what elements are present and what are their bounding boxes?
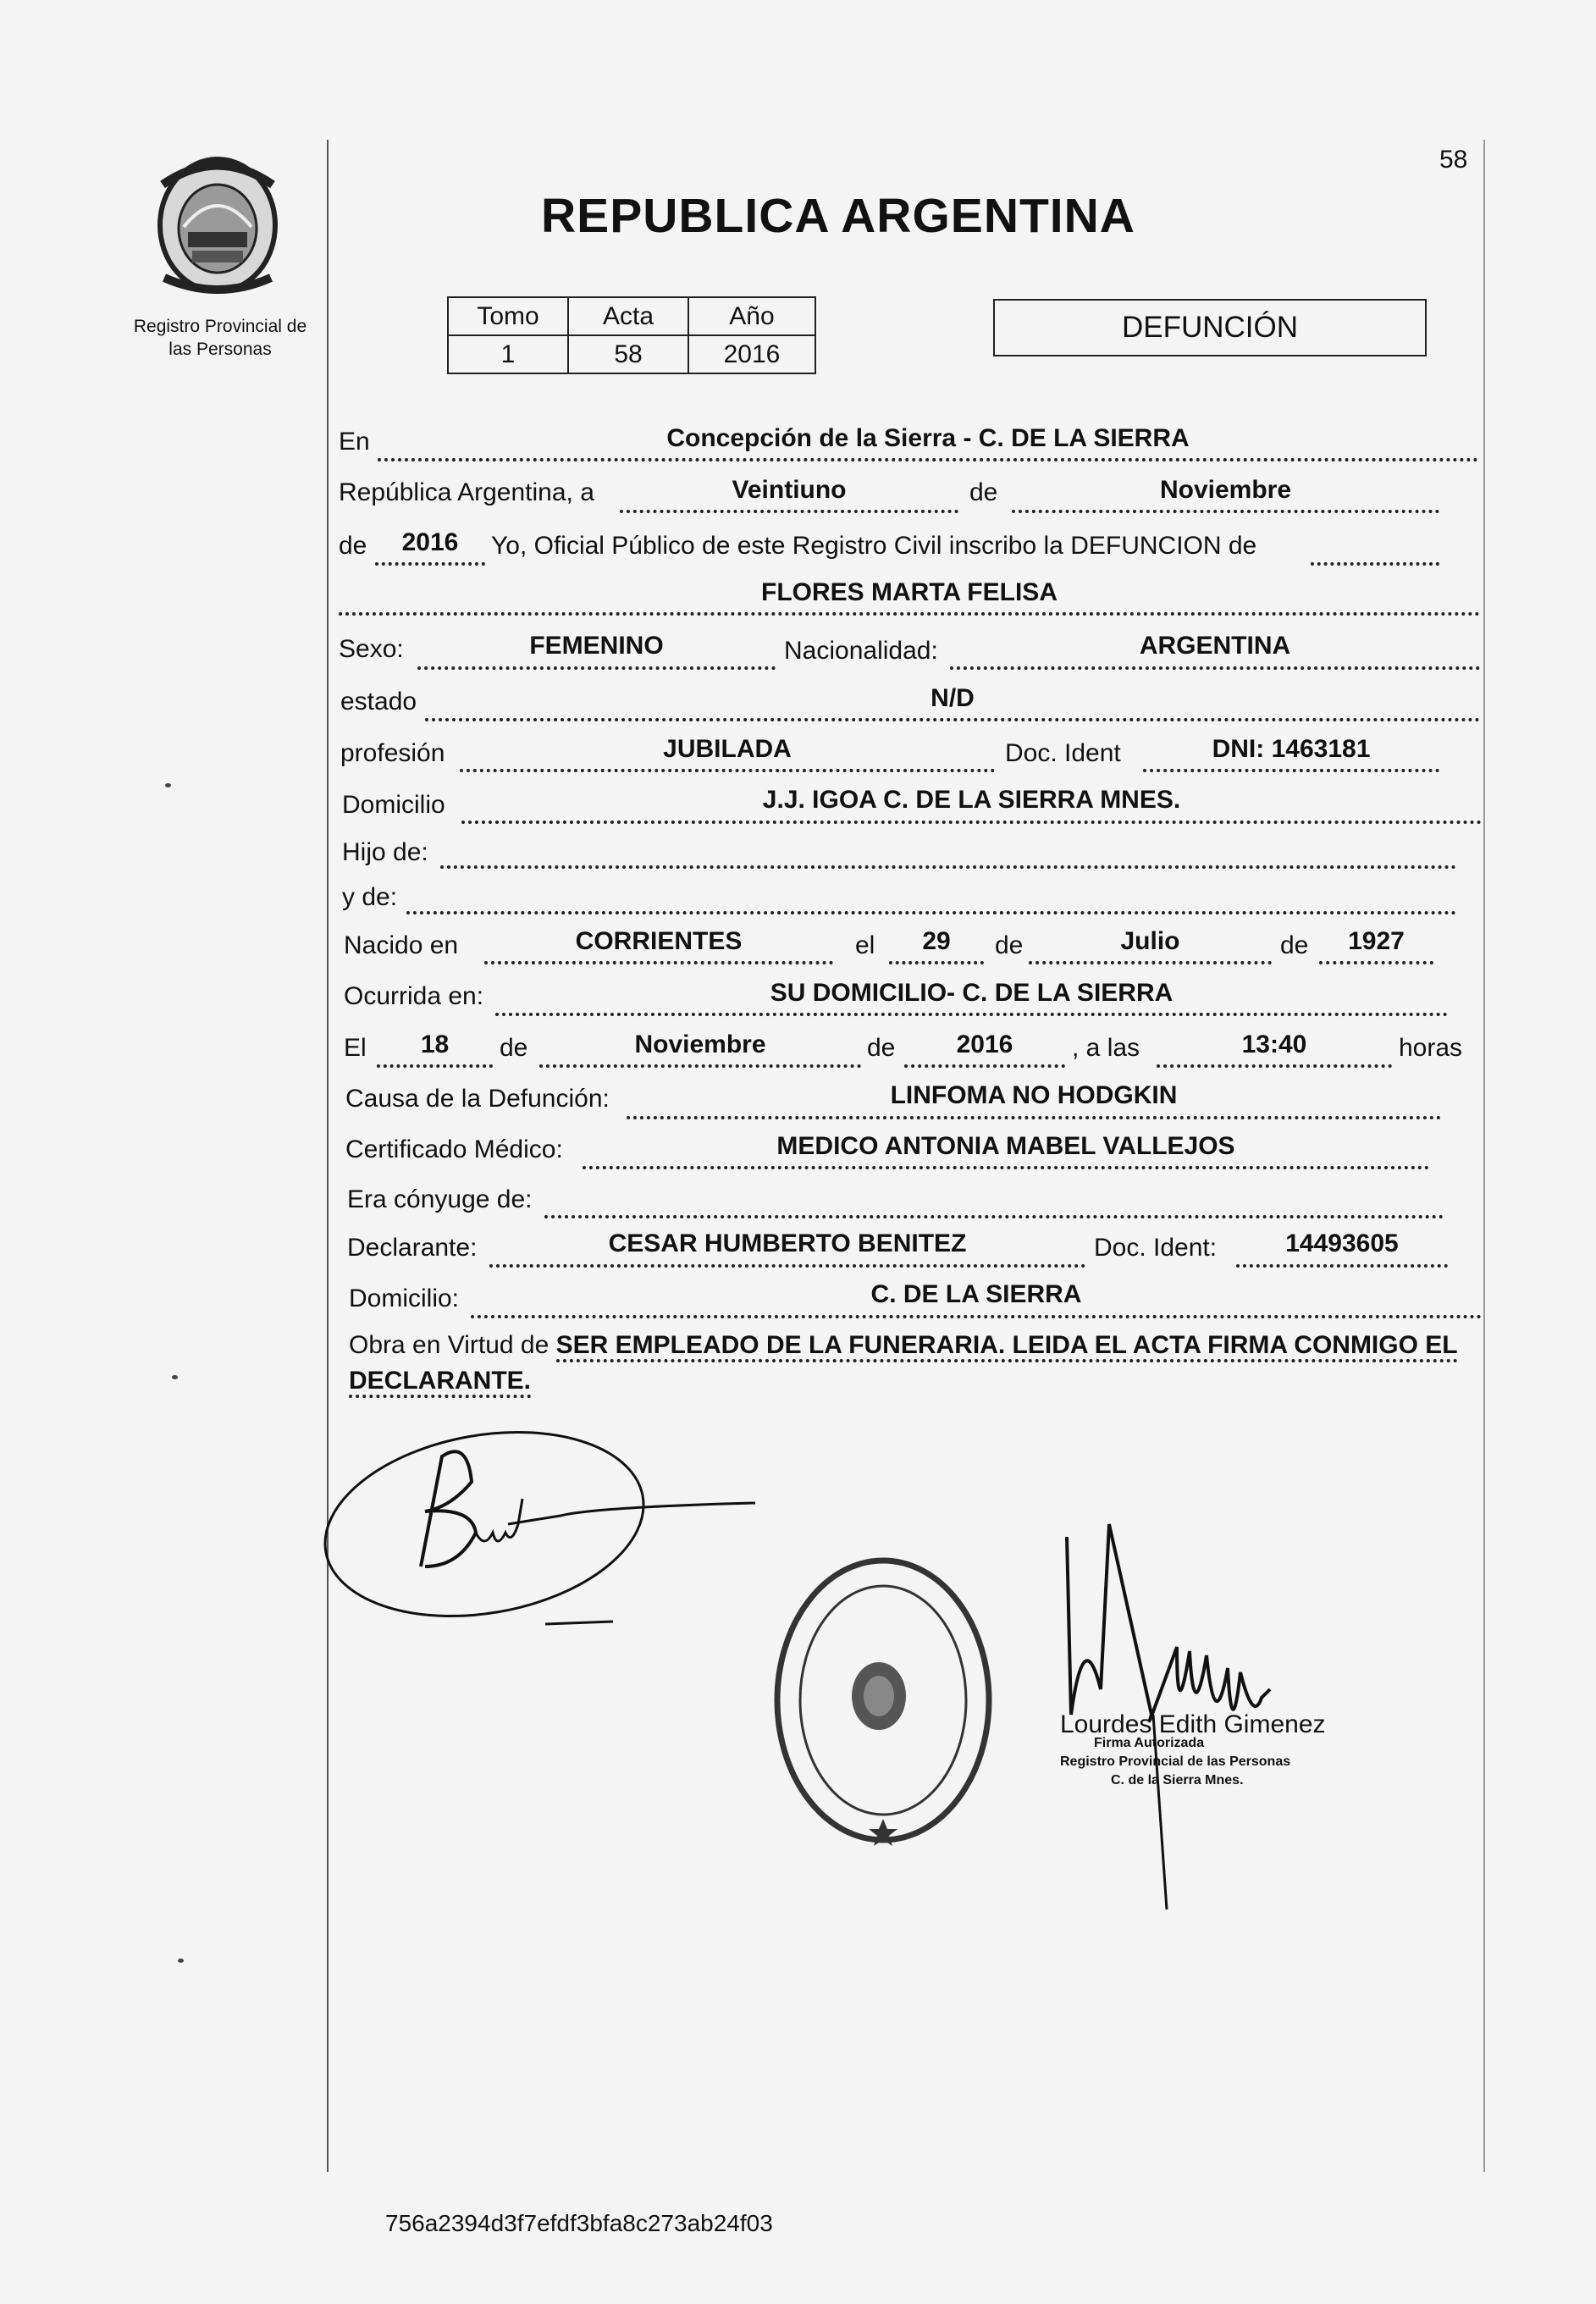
label-sexo: Sexo:	[339, 635, 404, 663]
value-def-anio: 2016	[956, 1030, 1013, 1058]
page-number: 58	[1439, 146, 1468, 174]
line-domicilio2	[471, 1315, 1482, 1318]
value-nac-dia: 29	[922, 927, 951, 955]
line-causa	[627, 1116, 1441, 1119]
registry-header-row	[448, 297, 815, 335]
document-title: REPUBLICA ARGENTINA	[541, 189, 1135, 243]
label-el-cap: El	[344, 1034, 367, 1062]
line-mes	[1012, 510, 1439, 513]
line-sexo	[417, 666, 776, 670]
value-domicilio: J.J. IGOA C. DE LA SIERRA MNES.	[762, 786, 1181, 814]
label-domicilio: Domicilio	[342, 791, 445, 819]
scan-speck	[165, 783, 171, 787]
registry-header-tomo: Tomo	[448, 297, 568, 335]
official-block	[1060, 1710, 1348, 1790]
line-def-hora	[1157, 1064, 1392, 1068]
line-domicilio	[461, 820, 1482, 824]
registry-value-row	[448, 335, 815, 373]
line-nac-anio	[1319, 961, 1433, 964]
label-certificado: Certificado Médico:	[345, 1135, 563, 1163]
label-ocurrida-en: Ocurrida en:	[344, 982, 484, 1010]
line-declarante	[489, 1264, 1085, 1268]
line-nac-dia	[889, 961, 984, 964]
line-def-anio	[904, 1064, 1065, 1068]
value-ocurrida-en: SU DOMICILIO- C. DE LA SIERRA	[770, 979, 1174, 1007]
line-profesion	[460, 769, 995, 772]
value-sexo: FEMENINO	[529, 632, 664, 660]
value-causa: LINFOMA NO HODGKIN	[890, 1081, 1178, 1109]
label-domicilio2: Domicilio:	[349, 1285, 460, 1312]
label-inscribo: Yo, Oficial Público de este Registro Civil inscribo la DEFUNCION de	[491, 532, 1257, 560]
value-nac-mes: Julio	[1120, 927, 1180, 955]
label-de-def-anio: de	[867, 1034, 896, 1062]
label-profesion: profesión	[340, 739, 445, 767]
registry-header-anio: Año	[688, 297, 815, 335]
line-declarante-doc	[1236, 1264, 1448, 1268]
label-de-def-mes: de	[500, 1034, 528, 1062]
emblem-caption-line2: las Personas	[168, 340, 272, 359]
label-doc-ident: Doc. Ident	[1005, 739, 1121, 767]
value-doc: DNI: 1463181	[1212, 735, 1371, 763]
value-mes: Noviembre	[1159, 476, 1292, 504]
official-place: C. de la Sierra Mnes.	[1111, 1773, 1244, 1787]
page-border-left	[327, 140, 329, 2172]
label-el: el	[855, 931, 875, 959]
value-def-hora: 13:40	[1241, 1030, 1307, 1058]
line-hijo-de	[440, 865, 1456, 869]
scan-speck	[172, 1375, 178, 1379]
value-dia-letras: Veintiuno	[732, 476, 847, 504]
label-de-nac-anio: de	[1280, 931, 1309, 959]
value-obra: SER EMPLEADO DE LA FUNERARIA. LEIDA EL ACTA FIRMA CONMIGO EL DECLARANTE.	[349, 1331, 1458, 1398]
record-type-box: DEFUNCIÓN	[993, 299, 1427, 356]
value-def-mes: Noviembre	[634, 1030, 766, 1058]
value-declarante: CESAR HUMBERTO BENITEZ	[608, 1229, 967, 1257]
value-anio: 2016	[401, 528, 459, 556]
registry-header-acta: Acta	[568, 297, 688, 335]
line-certificado	[583, 1166, 1429, 1169]
declarant-signature	[315, 1406, 772, 1660]
official-role: Firma Autorizada	[1094, 1736, 1205, 1750]
value-estado: N/D	[931, 684, 975, 712]
label-de-mes: de	[969, 478, 998, 506]
line-anio	[375, 562, 485, 566]
label-doc-ident2: Doc. Ident:	[1094, 1234, 1218, 1262]
value-nacionalidad: ARGENTINA	[1139, 632, 1291, 660]
line-def-mes	[539, 1064, 861, 1068]
label-horas: horas	[1399, 1034, 1463, 1062]
line-conyuge	[544, 1215, 1444, 1218]
label-causa: Causa de la Defunción:	[345, 1085, 610, 1113]
line-nac-mes	[1029, 961, 1272, 964]
line-y-de	[406, 911, 1456, 914]
official-name: Lourdes Edith Gimenez	[1060, 1710, 1326, 1738]
label-obra: Obra en Virtud de	[349, 1331, 549, 1359]
value-profesion: JUBILADA	[663, 735, 792, 763]
label-de-anio: de	[339, 532, 367, 560]
official-registry: Registro Provincial de las Personas	[1060, 1754, 1291, 1769]
obra-en-virtud-paragraph	[349, 1328, 1482, 1399]
label-hijo-de: Hijo de:	[342, 838, 428, 866]
line-inscribo-end	[1311, 562, 1439, 566]
label-declarante: Declarante:	[347, 1234, 478, 1262]
value-domicilio2: C. DE LA SIERRA	[870, 1280, 1082, 1308]
line-nombre	[339, 612, 1480, 616]
label-nacionalidad: Nacionalidad:	[784, 637, 938, 665]
value-nacido-en: CORRIENTES	[575, 927, 743, 955]
label-estado: estado	[340, 688, 417, 716]
label-conyuge: Era cónyuge de:	[347, 1185, 533, 1213]
label-nacido-en: Nacido en	[344, 931, 459, 959]
registry-value-anio: 2016	[688, 335, 815, 373]
label-de-nac-mes: de	[995, 931, 1024, 959]
line-ocurrida-en	[495, 1013, 1448, 1016]
registry-value-acta: 58	[568, 335, 688, 373]
line-def-dia	[377, 1064, 493, 1068]
official-stamp	[769, 1548, 997, 1853]
line-dia	[620, 510, 958, 513]
line-estado	[425, 718, 1480, 721]
label-y-de: y de:	[342, 883, 398, 911]
label-en: En	[339, 428, 370, 456]
line-nacionalidad	[950, 666, 1480, 670]
value-nac-anio: 1927	[1348, 927, 1405, 955]
value-nombre: FLORES MARTA FELISA	[761, 578, 1058, 606]
value-declarante-doc: 14493605	[1285, 1229, 1399, 1257]
registry-value-tomo: 1	[448, 335, 568, 373]
value-def-dia: 18	[420, 1030, 450, 1058]
registry-table	[447, 296, 816, 374]
emblem-caption	[119, 315, 322, 361]
value-lugar: Concepción de la Sierra - C. DE LA SIERRA	[666, 424, 1190, 452]
province-emblem	[146, 151, 290, 299]
document-hash: 756a2394d3f7efdf3bfa8c273ab24f03	[385, 2210, 773, 2236]
scan-speck	[178, 1959, 184, 1963]
page-border-right	[1483, 140, 1485, 2172]
line-doc	[1143, 769, 1439, 772]
label-a-las: , a las	[1072, 1034, 1140, 1062]
label-republica: República Argentina, a	[339, 478, 594, 506]
line-nacido-en	[484, 961, 833, 964]
line-en	[378, 458, 1478, 461]
emblem-caption-line1: Registro Provincial de	[133, 317, 307, 336]
value-certificado: MEDICO ANTONIA MABEL VALLEJOS	[776, 1132, 1235, 1160]
